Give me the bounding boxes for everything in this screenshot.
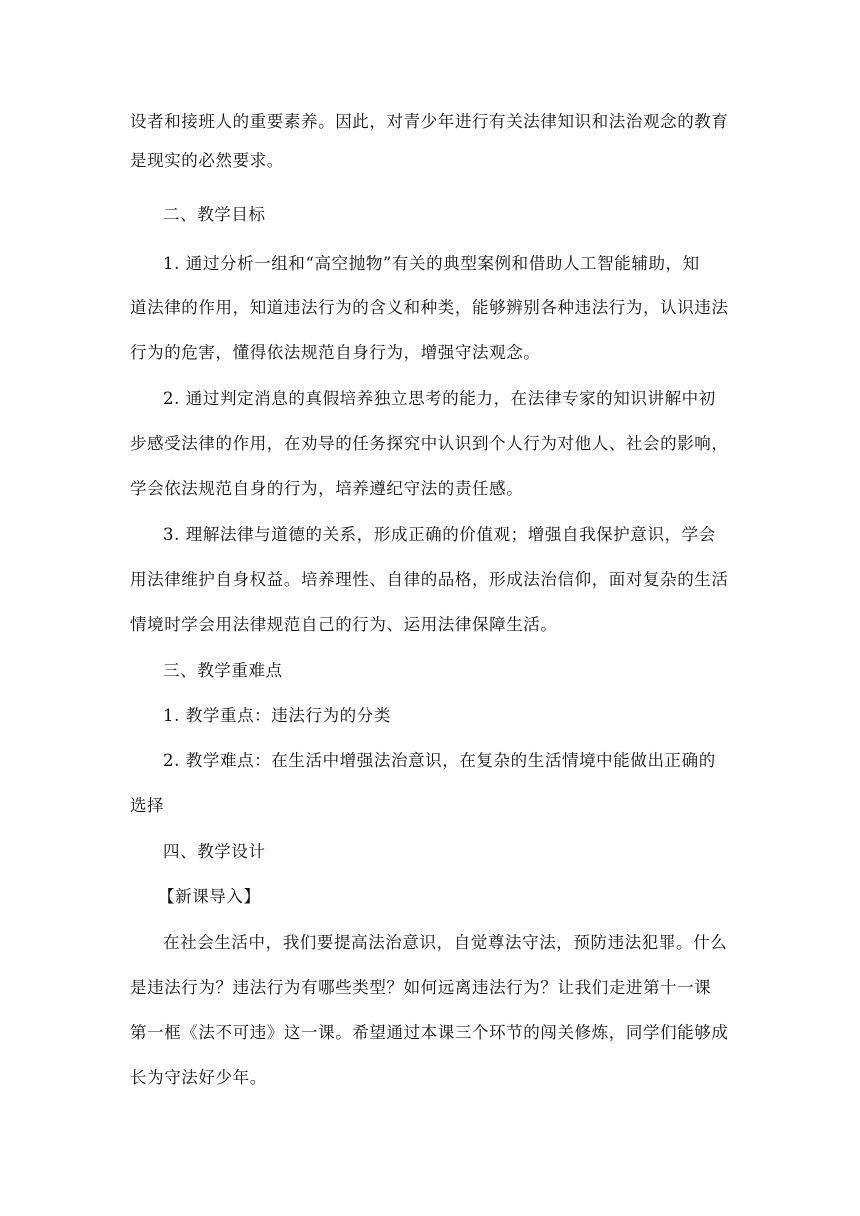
key-point-2-line: 2. 教学难点：在生活中增强法治意识，在复杂的生活情境中能做出正确的 (163, 751, 716, 770)
intro-body-line: 长为守法好少年。 (130, 1068, 267, 1087)
intro-body-line: 第一框《法不可违》这一课。希望通过本课三个环节的闯关修炼，同学们能够成 (130, 1023, 729, 1042)
text-line: 设者和接班人的重要素养。因此，对青少年进行有关法律知识和法治观念的教育 (130, 112, 729, 131)
objective-1-line: 行为的危害，懂得依法规范自身行为，增强守法观念。 (130, 343, 541, 362)
objective-3-line: 3. 理解法律与道德的关系，形成正确的价值观；增强自我保护意识，学会 (163, 525, 716, 544)
section-heading-design: 四、教学设计 (163, 842, 266, 861)
objective-1-line: 1. 通过分析一组和“高空抛物”有关的典型案例和借助人工智能辅助，知 (163, 254, 700, 273)
intro-body-line: 是违法行为？违法行为有哪些类型？如何远离违法行为？让我们走进第十一课 (130, 978, 712, 997)
key-point-1: 1. 教学重点：违法行为的分类 (163, 706, 391, 725)
key-point-2-line: 选择 (130, 796, 165, 815)
objective-2-line: 步感受法律的作用，在劝导的任务探究中认识到个人行为对他人、社会的影响， (130, 434, 729, 453)
objective-3-line: 情境时学会用法律规范自己的行为、运用法律保障生活。 (130, 615, 558, 634)
objective-3-line: 用法律维护自身权益。培养理性、自律的品格，形成法治信仰，面对复杂的生活 (130, 570, 729, 589)
objective-1-line: 道法律的作用，知道违法行为的含义和种类，能够辨别各种违法行为，认识违法 (130, 298, 729, 317)
objective-2-line: 2. 通过判定消息的真假培养独立思考的能力，在法律专家的知识讲解中初 (163, 389, 716, 408)
section-intro-label: 【新课导入】 (158, 887, 261, 906)
intro-body-line: 在社会生活中，我们要提高法治意识，自觉尊法守法，预防违法犯罪。什么 (163, 933, 728, 952)
section-heading-objectives: 二、教学目标 (163, 205, 266, 224)
section-heading-key-points: 三、教学重难点 (163, 661, 283, 680)
text-line: 是现实的必然要求。 (130, 151, 284, 170)
objective-2-line: 学会依法规范自身的行为，培养遵纪守法的责任感。 (130, 479, 524, 498)
